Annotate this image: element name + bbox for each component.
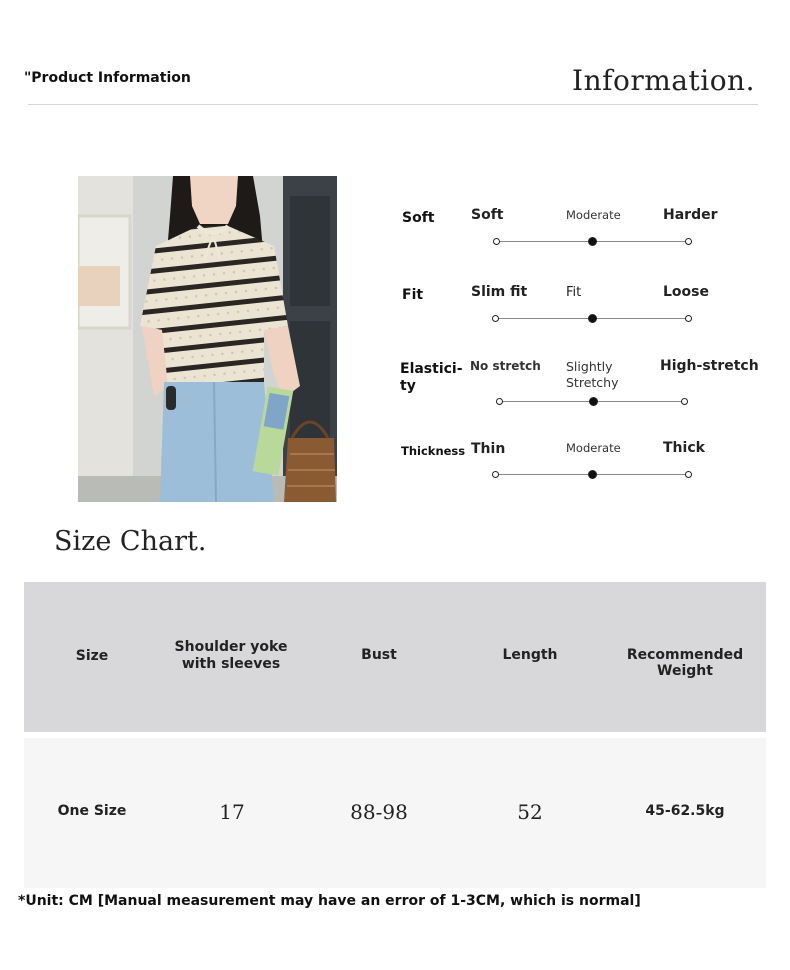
information-title: Information. (572, 64, 755, 97)
attr-elasticity-dot-2-selected (589, 397, 598, 406)
attr-thickness-dot-2-selected (588, 470, 597, 479)
attr-elasticity-option-no-stretch: No stretch (470, 359, 541, 373)
attr-soft-option-harder: Harder (663, 207, 718, 223)
cell-weight: 45-62.5kg (645, 803, 725, 819)
attr-label-fit: Fit (402, 287, 424, 303)
attr-soft-option-soft: Soft (471, 207, 504, 223)
header-shoulder: Shoulder yoke with sleeves (174, 639, 288, 672)
attr-fit-dot-2-selected (588, 314, 597, 323)
attr-thickness-dot-3 (685, 471, 692, 478)
attr-elasticity-option-high-stretch: High-stretch (660, 358, 759, 374)
cell-length: 52 (517, 800, 543, 824)
header-length: Length (502, 647, 558, 663)
attr-fit-dot-1 (492, 315, 499, 322)
attr-thickness-option-thick: Thick (663, 440, 705, 456)
attr-soft-dot-3 (685, 238, 692, 245)
attr-elasticity-option-slightly-stretchy: Slightly Stretchy (566, 359, 619, 390)
attr-fit-dot-3 (685, 315, 692, 322)
attr-label-soft: Soft (402, 210, 435, 226)
attr-fit-option-slim: Slim fit (471, 284, 528, 300)
attr-fit-option-fit: Fit (566, 285, 582, 300)
attr-elasticity-dot-1 (496, 398, 503, 405)
attr-soft-dot-2-selected (588, 237, 597, 246)
size-chart-title: Size Chart. (54, 526, 207, 557)
product-information-heading: "Product Information (24, 70, 191, 86)
attr-fit-option-loose: Loose (663, 284, 709, 300)
attr-thickness-dot-1 (492, 471, 499, 478)
attr-thickness-option-moderate: Moderate (566, 441, 621, 455)
attr-soft-option-moderate: Moderate (566, 208, 621, 222)
attr-label-elasticity: Elastici- ty (400, 361, 463, 394)
cell-size: One Size (57, 803, 127, 819)
product-photo (78, 176, 337, 502)
header-divider (28, 104, 758, 105)
header-size: Size (75, 648, 109, 664)
attr-label-thickness: Thickness (401, 444, 466, 458)
cell-bust: 88-98 (350, 800, 408, 824)
header-recommended-weight: Recommended Weight (626, 647, 744, 679)
cell-shoulder: 17 (219, 800, 245, 824)
header-bust: Bust (361, 647, 397, 663)
attr-soft-dot-1 (493, 238, 500, 245)
attr-thickness-option-thin: Thin (471, 441, 506, 457)
unit-footnote: *Unit: CM [Manual measurement may have an error of 1-3CM, which is normal] (18, 893, 641, 909)
attr-elasticity-dot-3 (681, 398, 688, 405)
